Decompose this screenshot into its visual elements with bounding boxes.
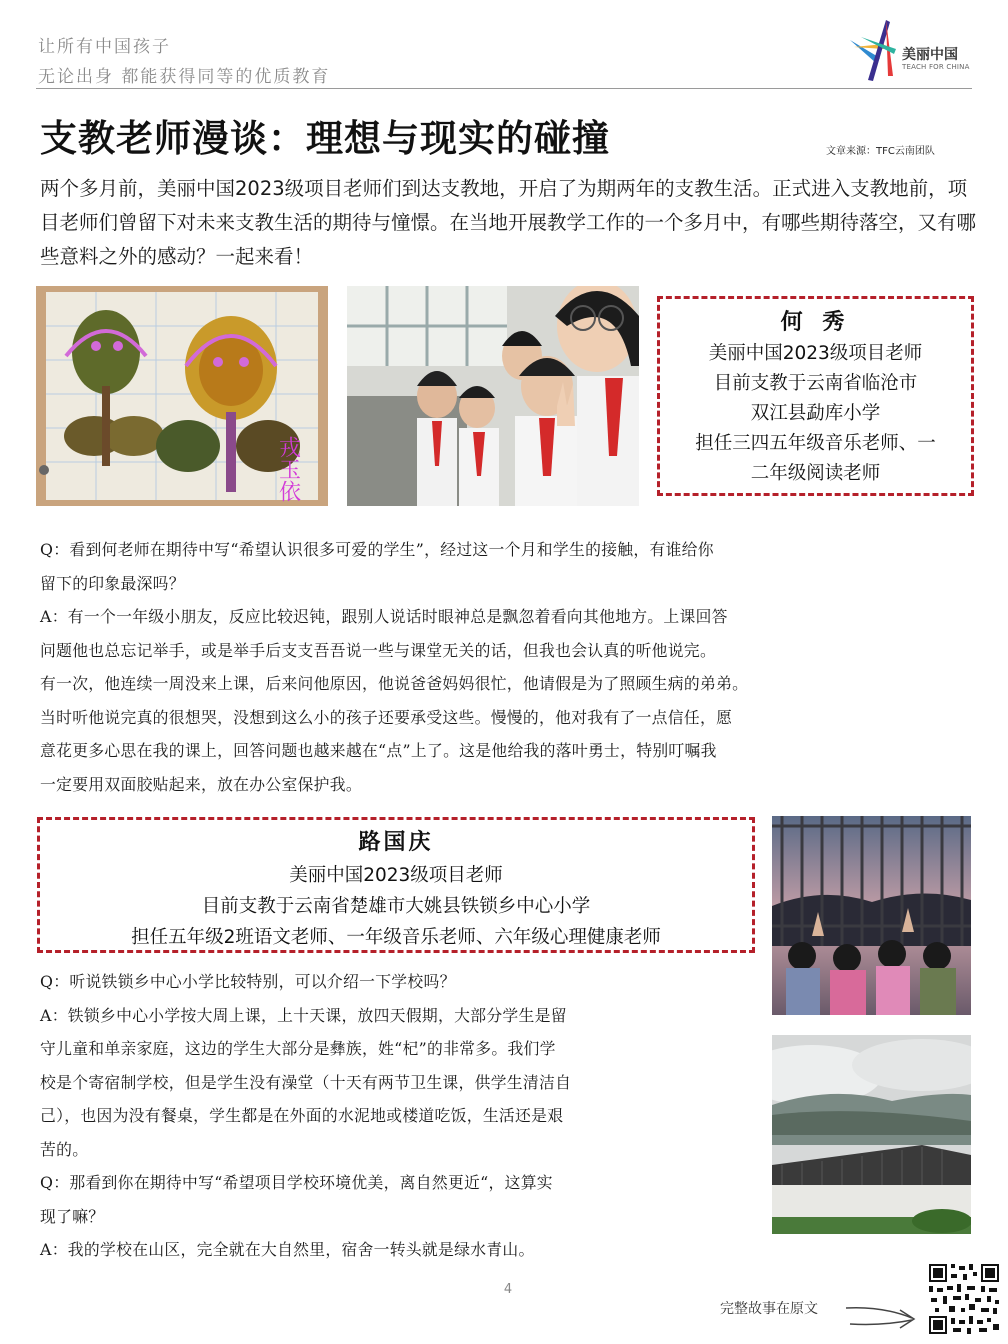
teacher-card-he-xiu: [657, 296, 974, 496]
read-more-text: 完整故事在原文: [720, 1301, 818, 1317]
students-window-photo: [772, 816, 971, 1015]
answer-text: 校是个寄宿制学校，但是学生没有澡堂（十天有两节卫生课，供学生清洁自: [40, 1072, 572, 1092]
article-source: 文章来源：TFC云南团队: [826, 146, 935, 157]
answer-text: 守儿童和单亲家庭，这边的学生大部分是彝族，姓“杞”的非常多。我们学: [40, 1039, 556, 1058]
teacher-role-line: 担任五年级2班语文老师、一年级音乐老师、六年级心理健康老师: [131, 927, 661, 948]
answer-text: 有一次，他连续一周没来上课，后来问他原因，他说爸爸妈妈很忙，他请假是为了照顾生病的弟弟。: [40, 674, 749, 693]
header-divider: [36, 88, 972, 89]
teacher-name: 路国庆: [358, 830, 434, 855]
leaf-art-signature: 戎玉依: [275, 436, 301, 502]
slogan-line-1: 让所有中国孩子: [38, 37, 171, 57]
answer-text: A：我的学校在山区，完全就在大自然里，宿舍一转头就是绿水青山。: [40, 1240, 535, 1259]
answer-text: 己），也因为没有餐桌，学生都是在外面的水泥地或楼道吃饭，生活还是艰: [40, 1106, 564, 1125]
qa-section-1: [40, 533, 980, 801]
teacher-location-line: 目前支教于云南省临沧市: [713, 373, 918, 394]
teacher-title-line: 美丽中国2023级项目老师: [708, 343, 923, 364]
question-text: 留下的印象最深吗？: [40, 573, 185, 593]
qr-code-icon[interactable]: [927, 1262, 1001, 1336]
logo-english-text: TEACH FOR CHINA: [902, 63, 970, 71]
teacher-card-lu-guoqing: [37, 817, 755, 953]
mountain-scenery-photo: [772, 1035, 971, 1234]
answer-text: 意花更多心思在我的课上，回答问题也越来越在“点”上了。这是他给我的落叶勇士，特别叮嘱我: [40, 741, 717, 760]
article-intro: 两个多月前，美丽中国2023级项目老师们到达支教地，开启了为期两年的支教生活。正式进入支教地前，项目老师们曾留下对未来支教生活的期待与憧憬。在当地开展教学工作的一个多月中，有哪些期待落空，又有哪些意料之外的感动？一起来看！: [40, 177, 977, 268]
teacher-name: 何 秀: [780, 310, 851, 335]
teacher-school-line: 目前支教于云南省楚雄市大姚县铁锁乡中心小学: [201, 896, 591, 917]
students-selfie-photo: [347, 286, 639, 506]
answer-text: 一定要用双面胶贴起来，放在办公室保护我。: [40, 774, 362, 794]
question-text: Q：听说铁锁乡中心小学比较特别，可以介绍一下学校吗？: [40, 972, 456, 991]
teacher-school-line: 双江县勐库小学: [750, 403, 881, 424]
qa-section-2: [40, 965, 760, 1267]
question-text: 现了嘛？: [40, 1206, 105, 1226]
teacher-role-line-2: 二年级阅读老师: [750, 463, 881, 484]
slogan-line-2: 无论出身 都能获得同等的优质教育: [38, 67, 331, 87]
logo-chinese-text: 美丽中国: [902, 47, 958, 63]
teacher-title-line: 美丽中国2023级项目老师: [289, 865, 503, 886]
answer-text: A：铁锁乡中心小学按大周上课，上十天课，放四天假期，大部分学生是留: [40, 1005, 567, 1025]
teacher-role-line: 担任三四五年级音乐老师、一: [695, 433, 936, 454]
page-number: 4: [503, 1282, 513, 1297]
question-text: Q：那看到你在期待中写“希望项目学校环境优美，离自然更近“，这算实: [40, 1173, 553, 1192]
answer-text: 当时听他说完真的很想哭，没想到这么小的孩子还要承受这些。慢慢的，他对我有了一点信任，愿: [40, 707, 733, 727]
answer-text: A：有一个一年级小朋友，反应比较迟钝，跟别人说话时眼神总是飘忽着看向其他地方。上课回答: [40, 607, 728, 626]
leaf-art-photo: [36, 286, 328, 506]
answer-text: 问题他也总忘记举手，或是举手后支支吾吾说一些与课堂无关的话，但我也会认真的听他说完。: [40, 640, 717, 660]
question-text: Q：看到何老师在期待中写“希望认识很多可爱的学生”，经过这一个月和学生的接触，有谁给你: [40, 540, 714, 559]
arrow-right-icon: [842, 1300, 922, 1334]
answer-text: 苦的。: [40, 1139, 89, 1159]
article-title: 支教老师漫谈：理想与现实的碰撞: [40, 117, 610, 160]
